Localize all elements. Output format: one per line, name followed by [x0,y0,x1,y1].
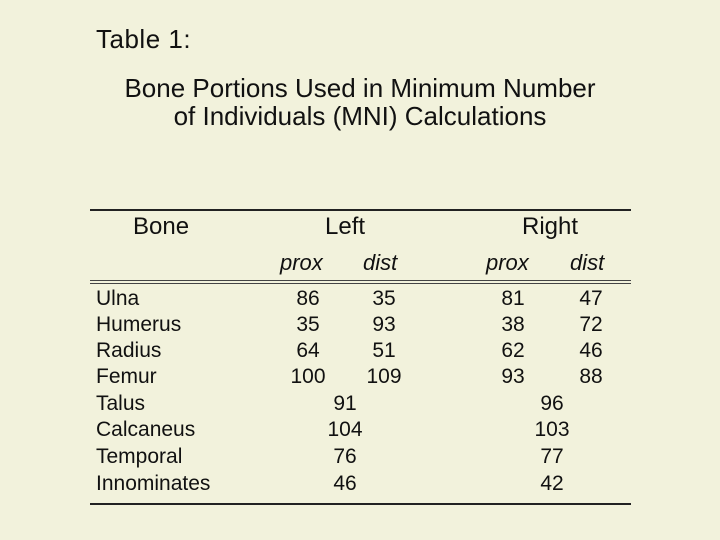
right-value: 42 [540,472,564,495]
left-value: 104 [327,418,363,441]
title-line-1: Bone Portions Used in Minimum Number [124,73,596,103]
table-top-rule [90,209,631,211]
bone-name: Humerus [96,313,182,336]
table-row [0,418,720,445]
table-row [0,445,720,472]
subheader-right-prox: prox [486,250,529,275]
header-bone: Bone [133,213,190,240]
left-dist-value: 93 [372,313,396,336]
subheader-right-dist: dist [570,250,605,275]
table-row [0,313,720,340]
right-prox-value: 62 [501,339,525,362]
bone-name: Femur [96,365,157,388]
left-prox-value: 100 [290,365,326,388]
header-right: Right [522,213,579,240]
right-dist-value: 47 [579,287,603,310]
bone-name: Calcaneus [96,418,196,441]
header-left: Left [325,213,366,240]
bone-name: Innominates [96,472,211,495]
right-prox-value: 81 [501,287,525,310]
table-row [0,472,720,499]
table-row [0,392,720,419]
right-value: 77 [540,445,564,468]
table-bottom-rule [90,503,631,505]
table-row [0,365,720,392]
table-title [60,74,660,130]
left-prox-value: 64 [296,339,320,362]
left-dist-value: 51 [372,339,396,362]
table-row [0,287,720,314]
title-line-2: of Individuals (MNI) Calculations [173,101,547,131]
right-value: 103 [534,418,570,441]
header-bottom-rule-2 [90,283,631,284]
left-dist-value: 109 [366,365,402,388]
right-prox-value: 38 [501,313,525,336]
table-row [0,339,720,366]
header-bottom-rule [90,280,631,281]
right-value: 96 [540,392,564,415]
right-dist-value: 88 [579,365,603,388]
subheader-left-dist: dist [363,250,398,275]
subheader-left-prox: prox [280,250,323,275]
right-prox-value: 93 [501,365,525,388]
right-dist-value: 72 [579,313,603,336]
bone-name: Temporal [96,445,183,468]
table-caption: Table 1: [96,24,192,54]
bone-name: Talus [96,392,146,415]
left-value: 76 [333,445,357,468]
right-dist-value: 46 [579,339,603,362]
left-value: 91 [333,392,357,415]
left-prox-value: 86 [296,287,320,310]
left-value: 46 [333,472,357,495]
left-dist-value: 35 [372,287,396,310]
left-prox-value: 35 [296,313,320,336]
bone-name: Ulna [96,287,140,310]
bone-name: Radius [96,339,162,362]
